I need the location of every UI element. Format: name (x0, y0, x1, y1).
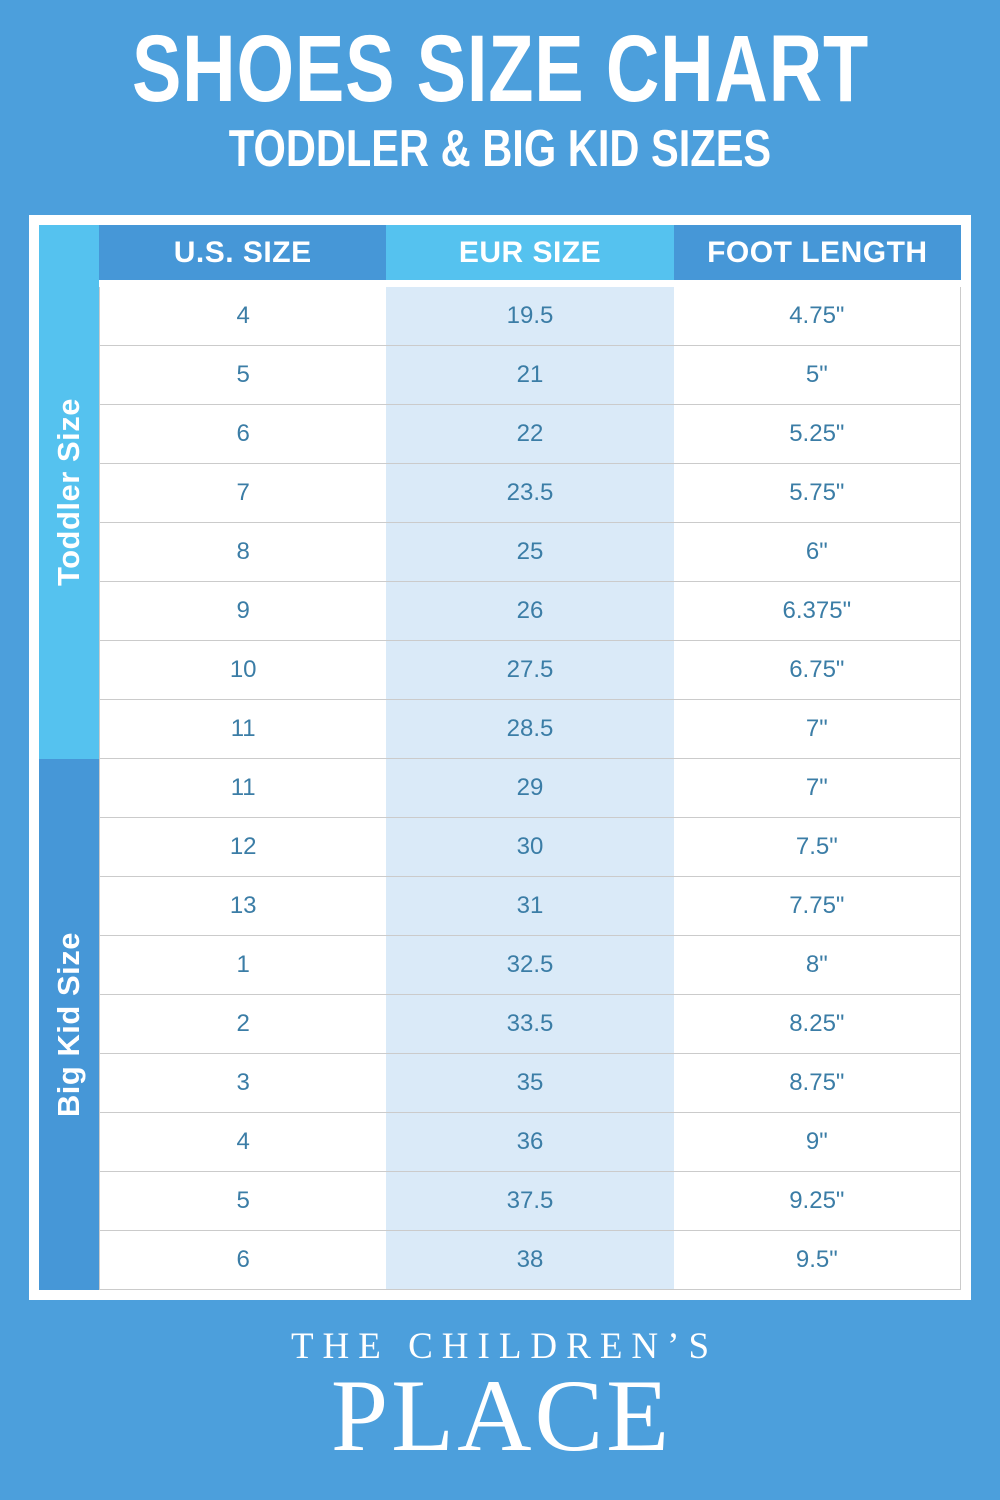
us-size-cell: 5 (99, 346, 386, 405)
column-header-eur-size: EUR SIZE (386, 225, 673, 280)
foot-length-cell: 5" (674, 346, 961, 405)
us-size-cell: 1 (99, 936, 386, 995)
foot-length-cell: 6" (674, 523, 961, 582)
foot-length-cell: 8.25" (674, 995, 961, 1054)
eur-size-cell: 29 (386, 759, 673, 818)
eur-size-cell: 22 (386, 405, 673, 464)
size-chart-card (29, 215, 971, 1300)
page-title: SHOES SIZE CHART (131, 16, 869, 122)
foot-length-cell: 9.5" (674, 1231, 961, 1290)
eur-size-cell: 35 (386, 1054, 673, 1113)
section-strip-big-kid (39, 759, 99, 1290)
us-size-cell: 3 (99, 1054, 386, 1113)
eur-size-cell: 30 (386, 818, 673, 877)
us-size-cell: 4 (99, 1113, 386, 1172)
eur-size-cell: 31 (386, 877, 673, 936)
column-header-foot-length: FOOT LENGTH (674, 225, 961, 280)
eur-size-cell: 23.5 (386, 464, 673, 523)
us-size-cell: 12 (99, 818, 386, 877)
foot-length-cell: 8" (674, 936, 961, 995)
foot-length-cell: 9.25" (674, 1172, 961, 1231)
foot-length-cell: 7.75" (674, 877, 961, 936)
us-size-cell: 7 (99, 464, 386, 523)
eur-size-cell: 32.5 (386, 936, 673, 995)
foot-length-cell: 8.75" (674, 1054, 961, 1113)
us-size-cell: 10 (99, 641, 386, 700)
foot-length-cell: 9" (674, 1113, 961, 1172)
foot-length-cell: 6.75" (674, 641, 961, 700)
foot-length-cell: 4.75" (674, 287, 961, 346)
foot-length-cell: 5.75" (674, 464, 961, 523)
section-label-big-kid: Big Kid Size (51, 931, 86, 1118)
foot-length-cell: 5.25" (674, 405, 961, 464)
page-subtitle: TODDLER & BIG KID SIZES (228, 120, 772, 178)
size-table (39, 225, 961, 1290)
eur-size-cell: 26 (386, 582, 673, 641)
eur-size-cell: 27.5 (386, 641, 673, 700)
eur-size-cell: 28.5 (386, 700, 673, 759)
eur-size-cell: 21 (386, 346, 673, 405)
foot-length-cell: 7.5" (674, 818, 961, 877)
foot-length-cell: 6.375" (674, 582, 961, 641)
us-size-cell: 11 (99, 759, 386, 818)
us-size-cell: 11 (99, 700, 386, 759)
brand-name-top: THE CHILDREN’S (290, 1326, 719, 1367)
us-size-cell: 9 (99, 582, 386, 641)
brand-logo (0, 1326, 1000, 1473)
section-label-toddler: Toddler Size (51, 397, 86, 586)
us-size-cell: 13 (99, 877, 386, 936)
column-header-us-size: U.S. SIZE (99, 225, 386, 280)
us-size-cell: 4 (99, 287, 386, 346)
eur-size-cell: 33.5 (386, 995, 673, 1054)
eur-size-cell: 38 (386, 1231, 673, 1290)
us-size-cell: 8 (99, 523, 386, 582)
poster-header (0, 0, 1000, 178)
eur-size-cell: 25 (386, 523, 673, 582)
section-strip-toddler (39, 225, 99, 759)
us-size-cell: 6 (99, 405, 386, 464)
eur-size-cell: 19.5 (386, 287, 673, 346)
eur-size-cell: 37.5 (386, 1172, 673, 1231)
foot-length-cell: 7" (674, 759, 961, 818)
brand-name-bottom: PLACE (330, 1359, 673, 1473)
us-size-cell: 5 (99, 1172, 386, 1231)
us-size-cell: 2 (99, 995, 386, 1054)
foot-length-cell: 7" (674, 700, 961, 759)
eur-size-cell: 36 (386, 1113, 673, 1172)
us-size-cell: 6 (99, 1231, 386, 1290)
